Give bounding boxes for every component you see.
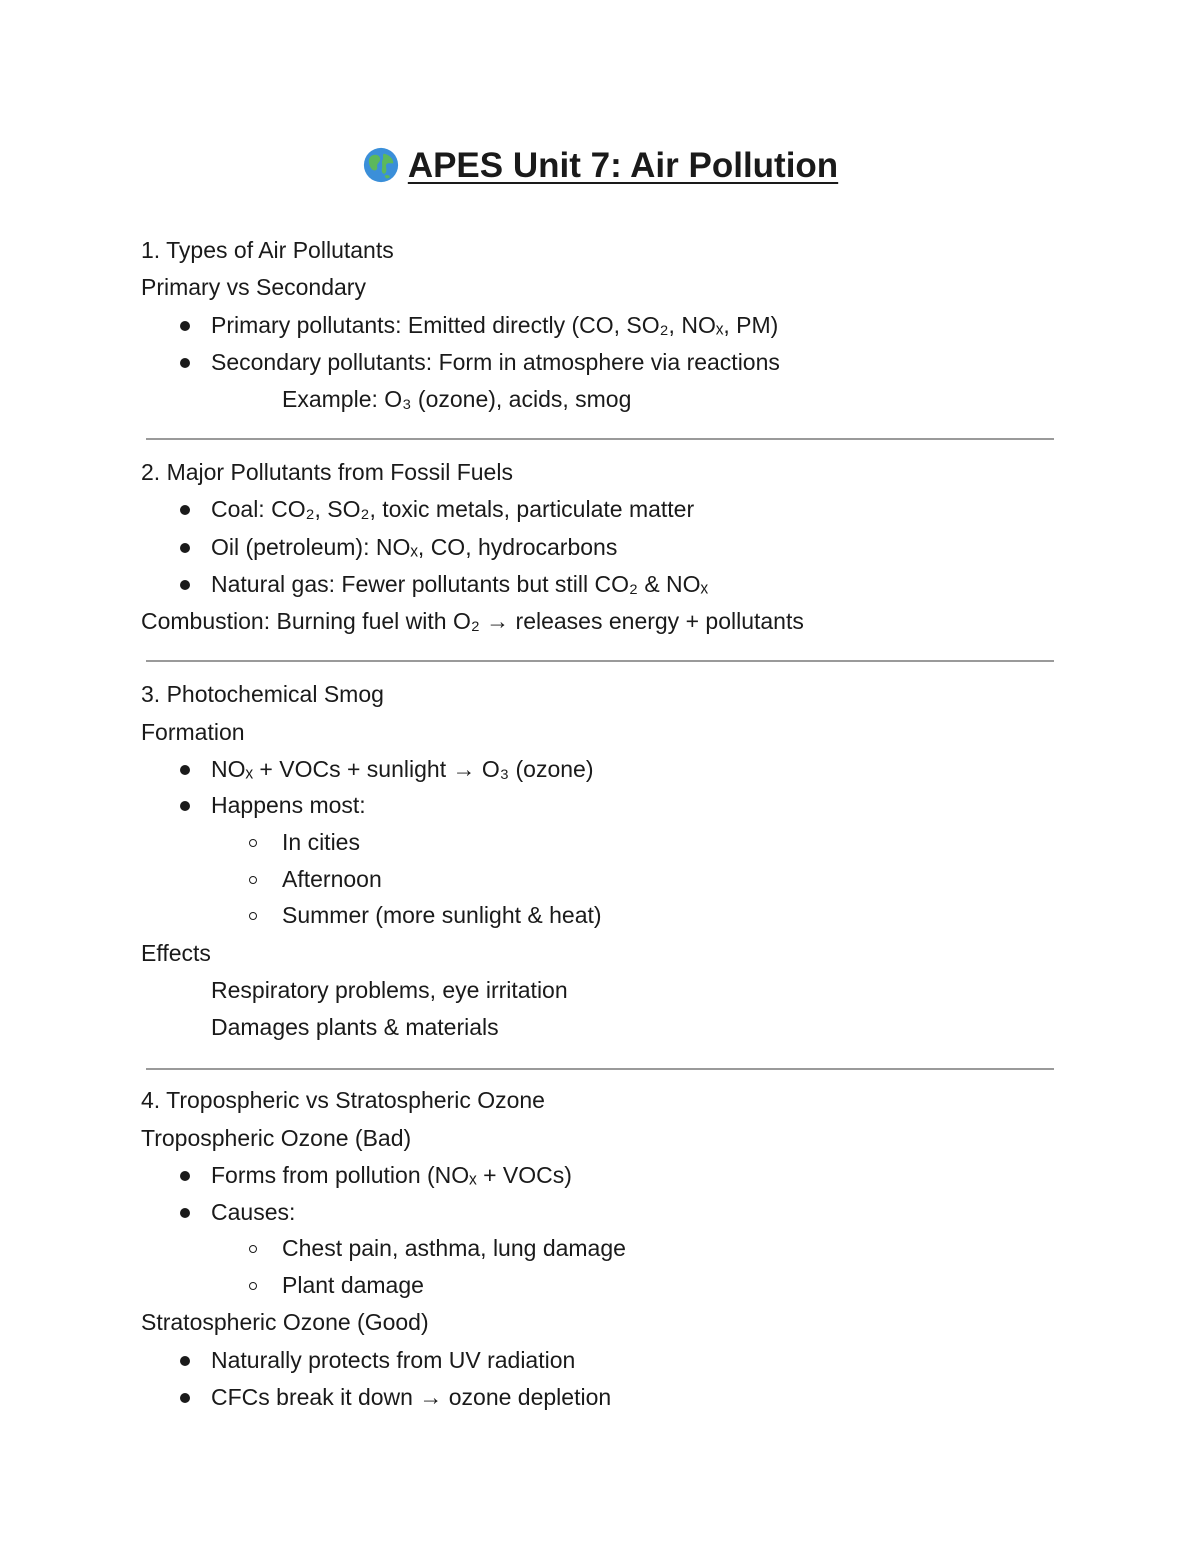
bullet-dot [180,1393,190,1403]
section1-example: Example: O₃ (ozone), acids, smog [282,386,632,412]
section1-subheading: Primary vs Secondary [141,274,366,300]
sub-list-item: Afternoon [282,866,382,892]
list-item: Causes: [211,1199,296,1225]
list-item: Oil (petroleum): NOₓ, CO, hydrocarbons [211,534,618,560]
bullet-dot [180,505,190,515]
list-item: Naturally protects from UV radiation [211,1347,576,1373]
section3-formation-label: Formation [141,719,245,745]
bullet-dot [180,765,190,775]
sub-bullet-circle [249,1282,257,1290]
bullet-dot [180,358,190,368]
sub-bullet-circle [249,876,257,884]
list-item: Forms from pollution (NOₓ + VOCs) [211,1162,572,1188]
section2-heading: 2. Major Pollutants from Fossil Fuels [141,459,513,485]
effect-item: Damages plants & materials [211,1014,499,1040]
title-label: APES Unit 7: Air Pollution [407,146,839,185]
section4-tropo-label: Tropospheric Ozone (Bad) [141,1125,412,1151]
section-divider [146,1068,1054,1070]
section-divider [146,438,1054,440]
bullet-dot [180,321,190,331]
section3-heading: 3. Photochemical Smog [141,681,384,707]
section4-heading: 4. Tropospheric vs Stratospheric Ozone [141,1087,545,1113]
list-item: Happens most: [211,792,366,818]
sub-bullet-circle [249,912,257,920]
globe-icon [362,146,400,184]
section2-combustion: Combustion: Burning fuel with O₂ → releases energy + pollutants [141,608,804,634]
list-item: NOₓ + VOCs + sunlight → O₃ (ozone) [211,756,594,782]
effect-item: Respiratory problems, eye irritation [211,977,568,1003]
page-title-text [362,146,838,185]
list-item: Primary pollutants: Emitted directly (CO, SO₂, NOₓ, PM) [211,312,779,338]
sub-list-item: Chest pain, asthma, lung damage [282,1235,626,1261]
sub-list-item: In cities [282,829,360,855]
bullet-dot [180,1356,190,1366]
list-item: CFCs break it down → ozone depletion [211,1384,612,1410]
list-item: Secondary pollutants: Form in atmosphere via reactions [211,349,780,375]
page-title [0,143,1200,189]
bullet-dot [180,1208,190,1218]
list-item: Coal: CO₂, SO₂, toxic metals, particulate matter [211,496,695,522]
bullet-dot [180,543,190,553]
bullet-dot [180,580,190,590]
sub-list-item: Plant damage [282,1272,424,1298]
sub-bullet-circle [249,1245,257,1253]
section3-effects-label: Effects [141,940,211,966]
sub-list-item: Summer (more sunlight & heat) [282,902,602,928]
section-divider [146,660,1054,662]
list-item: Natural gas: Fewer pollutants but still CO₂ & NOₓ [211,571,709,597]
sub-bullet-circle [249,839,257,847]
section4-strato-label: Stratospheric Ozone (Good) [141,1309,429,1335]
bullet-dot [180,1171,190,1181]
section1-heading: 1. Types of Air Pollutants [141,237,394,263]
bullet-dot [180,801,190,811]
